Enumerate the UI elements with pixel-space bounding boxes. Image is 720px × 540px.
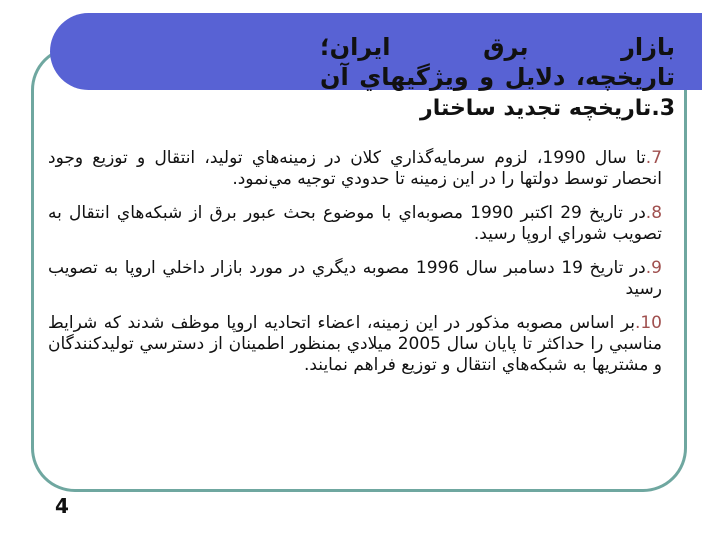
section-subtitle: 3.تاريخچه تجديد ساختار [420, 96, 675, 121]
paragraph-text: در تاريخ 19 دسامبر سال 1996 مصوبه ديگري در مورد بازار داخلي اروپا به تصويب رسيد [48, 258, 662, 299]
title-line-1: بازار برق ايران؛ [320, 33, 675, 61]
paragraph-7 [48, 148, 662, 190]
paragraph-text: بر اساس مصوبه مذكور در اين زمينه، اعضاء اتحاديه اروپا موظف شدند كه شرايط مناسبي را حداكثر تا پايان سال 2005 ميلادي بمنظور اطمينان از دسترسي توليدكنندگان و مشتريها به شبكه‌هاي انتقال و توزيع فراهم نمايند. [48, 313, 662, 375]
paragraph-number: 9. [645, 258, 662, 278]
paragraph-text: تا سال 1990، لزوم سرمايه‌گذاري كلان در زمينه‌هاي توليد، انتقال و توزيع وجود انحصار توسط دولتها را در اين زمينه تا حدودي توجيه مي‌نمود. [48, 148, 662, 189]
page-number: 4 [55, 494, 69, 518]
paragraph-number: 7. [645, 148, 663, 168]
paragraph-number: 8. [645, 203, 663, 223]
paragraph-text: در تاريخ 29 اكتبر 1990 مصوبه‌اي با موضوع بحث عبور برق از شبكه‌هاي انتقال به تصويب شوراي اروپا رسيد. [48, 203, 662, 244]
title-line-2: تاريخچه، دلايل و ويژگيهاي آن [320, 63, 675, 91]
paragraph-9 [48, 258, 662, 300]
slide-title [320, 32, 675, 92]
paragraph-8 [48, 203, 662, 245]
paragraph-10 [48, 313, 662, 376]
paragraph-number: 10. [634, 313, 662, 333]
content-body [48, 148, 662, 389]
